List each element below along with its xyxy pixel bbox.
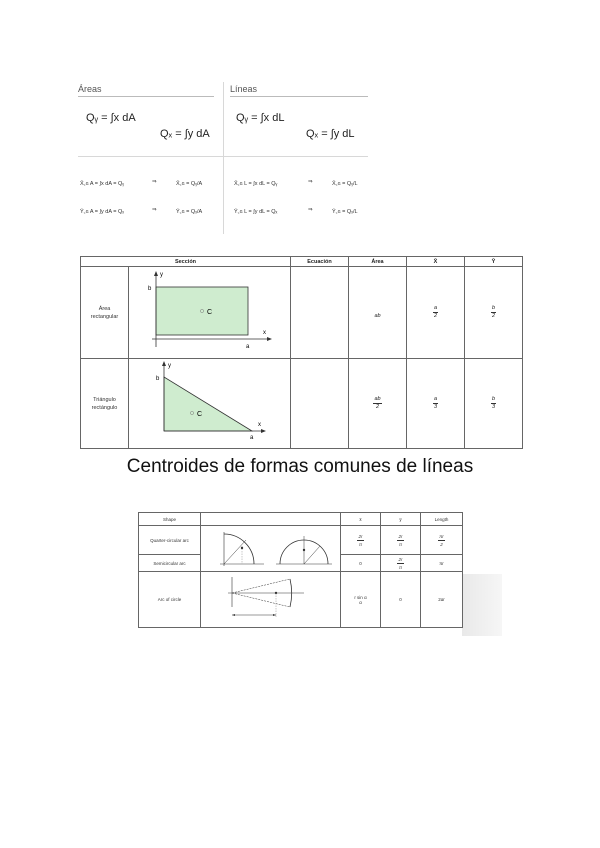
areas-ycg-equation: Ȳ꜀ɢ A = ∫y dA = Qₓ xyxy=(80,209,125,215)
radius-line xyxy=(232,593,290,607)
side-a-label: a xyxy=(249,435,253,441)
column-divider xyxy=(223,82,224,234)
table-row xyxy=(139,572,463,628)
header-x-bar: X̄ xyxy=(407,257,465,267)
areas-ycg-result: Ȳ꜀ɢ = Qₓ/A xyxy=(176,209,203,215)
areas-title: Áreas xyxy=(78,84,102,94)
length-value: $\frac{\pi r}{2}$ xyxy=(421,526,463,555)
arc-of-circle-figure-cell xyxy=(201,572,341,628)
header-y-bar: Ȳ xyxy=(465,257,523,267)
arrow-icon: ⇒ xyxy=(152,179,157,185)
areas-xcg-result: X̄꜀ɢ = Qᵧ/A xyxy=(176,181,203,187)
x-axis-arrow-icon xyxy=(267,337,272,341)
side-a-label: a xyxy=(245,344,249,350)
lines-ycg-result: Ȳ꜀ɢ = Qₓ/L xyxy=(332,209,358,215)
header-area: Área xyxy=(349,257,407,267)
areas-xcg-equation: X̄꜀ɢ A = ∫x dA = Qᵧ xyxy=(80,181,125,187)
x-axis-arrow-icon xyxy=(261,429,266,433)
area-value: $\frac{ab}{2}$ xyxy=(349,359,407,449)
areas-qy-formula: Qᵧ = ∫x dA xyxy=(86,112,136,124)
area-value: ab xyxy=(349,267,407,359)
section-heading: Centroides de formas comunes de líneas xyxy=(126,456,474,477)
y-axis-label: y xyxy=(159,272,163,278)
length-value: 2αr xyxy=(421,572,463,628)
rectangle-figure-cell xyxy=(129,267,291,359)
radius-line xyxy=(304,546,320,564)
rectangle-figure xyxy=(130,267,290,353)
areas-title-rule xyxy=(78,96,214,97)
line-centroid-table xyxy=(138,512,463,628)
x-bar-value: $\frac{a}{3}$ xyxy=(407,359,465,449)
header-ecuacion: Ecuación xyxy=(291,257,349,267)
length-value: πr xyxy=(421,555,463,572)
lines-title-rule xyxy=(230,96,368,97)
header-figure xyxy=(201,513,341,526)
centroid-marker xyxy=(302,549,304,551)
lines-xcg-result: X̄꜀ɢ = Qᵧ/L xyxy=(332,181,358,187)
y-bar-value: $\frac{b}{3}$ xyxy=(465,359,523,449)
equation-cell xyxy=(291,267,349,359)
dimension-arrow-icon xyxy=(232,614,235,616)
side-b-label: b xyxy=(155,376,159,382)
lines-ycg-equation: Ȳ꜀ɢ L = ∫y dL = Qₓ xyxy=(234,209,278,215)
y-bar-value: $\frac{2r}{\pi}$ xyxy=(381,526,421,555)
lines-xcg-equation: X̄꜀ɢ L = ∫x dL = Qᵧ xyxy=(234,181,278,187)
x-bar-value: $\frac{2r}{\pi}$ xyxy=(341,526,381,555)
header-shape: Shape xyxy=(139,513,201,526)
scan-shadow xyxy=(462,574,502,636)
x-bar-value: 0 xyxy=(341,555,381,572)
arrow-icon: ⇒ xyxy=(308,179,313,185)
centroid-formulas xyxy=(78,82,368,234)
equation-cell xyxy=(291,359,349,449)
table-row xyxy=(139,526,463,555)
quarter-arc xyxy=(224,534,254,564)
centroid-marker xyxy=(240,547,242,549)
y-bar-value: 0 xyxy=(381,572,421,628)
shape-label: Quarter-circular arc xyxy=(139,526,201,555)
quarter-and-semicircular-arc-figure xyxy=(202,526,340,570)
radius-line xyxy=(232,579,290,593)
y-axis-label: y xyxy=(167,363,171,369)
shape-label: Semicircular arc xyxy=(139,555,201,572)
centroid-label: C xyxy=(196,411,202,418)
x-bar-value: r sin α α xyxy=(341,572,381,628)
arc-figure-cell xyxy=(201,526,341,572)
y-axis-arrow-icon xyxy=(154,271,158,276)
area-centroid-table xyxy=(80,256,523,449)
x-axis-label: x xyxy=(257,422,261,428)
shape-label: Arc of circle xyxy=(139,572,201,628)
triangle-shape xyxy=(164,377,252,431)
y-bar-value: $\frac{2r}{\pi}$ xyxy=(381,555,421,572)
y-axis-arrow-icon xyxy=(162,361,166,366)
header-length: Length xyxy=(421,513,463,526)
section-label: Triángulo rectángulo xyxy=(81,359,129,449)
triangle-figure xyxy=(130,359,290,443)
row-divider xyxy=(78,156,368,157)
y-bar-value: $\frac{b}{2}$ xyxy=(465,267,523,359)
x-bar-value: $\frac{a}{2}$ xyxy=(407,267,465,359)
arrow-icon: ⇒ xyxy=(152,207,157,213)
header-seccion: Sección xyxy=(81,257,291,267)
triangle-figure-cell xyxy=(129,359,291,449)
lines-title: Líneas xyxy=(230,84,258,94)
lines-qy-formula: Qᵧ = ∫x dL xyxy=(236,112,285,124)
header-y-bar: ȳ xyxy=(381,513,421,526)
x-axis-label: x xyxy=(262,330,266,336)
dimension-arrow-icon xyxy=(273,614,276,616)
lines-qx-formula: Qₓ = ∫y dL xyxy=(306,128,355,140)
areas-qx-formula: Qₓ = ∫y dA xyxy=(160,128,210,140)
radius-line xyxy=(224,540,246,564)
table-row xyxy=(81,359,523,449)
table-row xyxy=(81,267,523,359)
centroid-label: C xyxy=(206,309,212,316)
rectangle-shape xyxy=(156,287,248,335)
header-x-bar: x̄ xyxy=(341,513,381,526)
side-b-label: b xyxy=(147,286,151,292)
arrow-icon: ⇒ xyxy=(308,207,313,213)
arc-of-circle-figure xyxy=(202,573,340,625)
section-label: Área rectangular xyxy=(81,267,129,359)
